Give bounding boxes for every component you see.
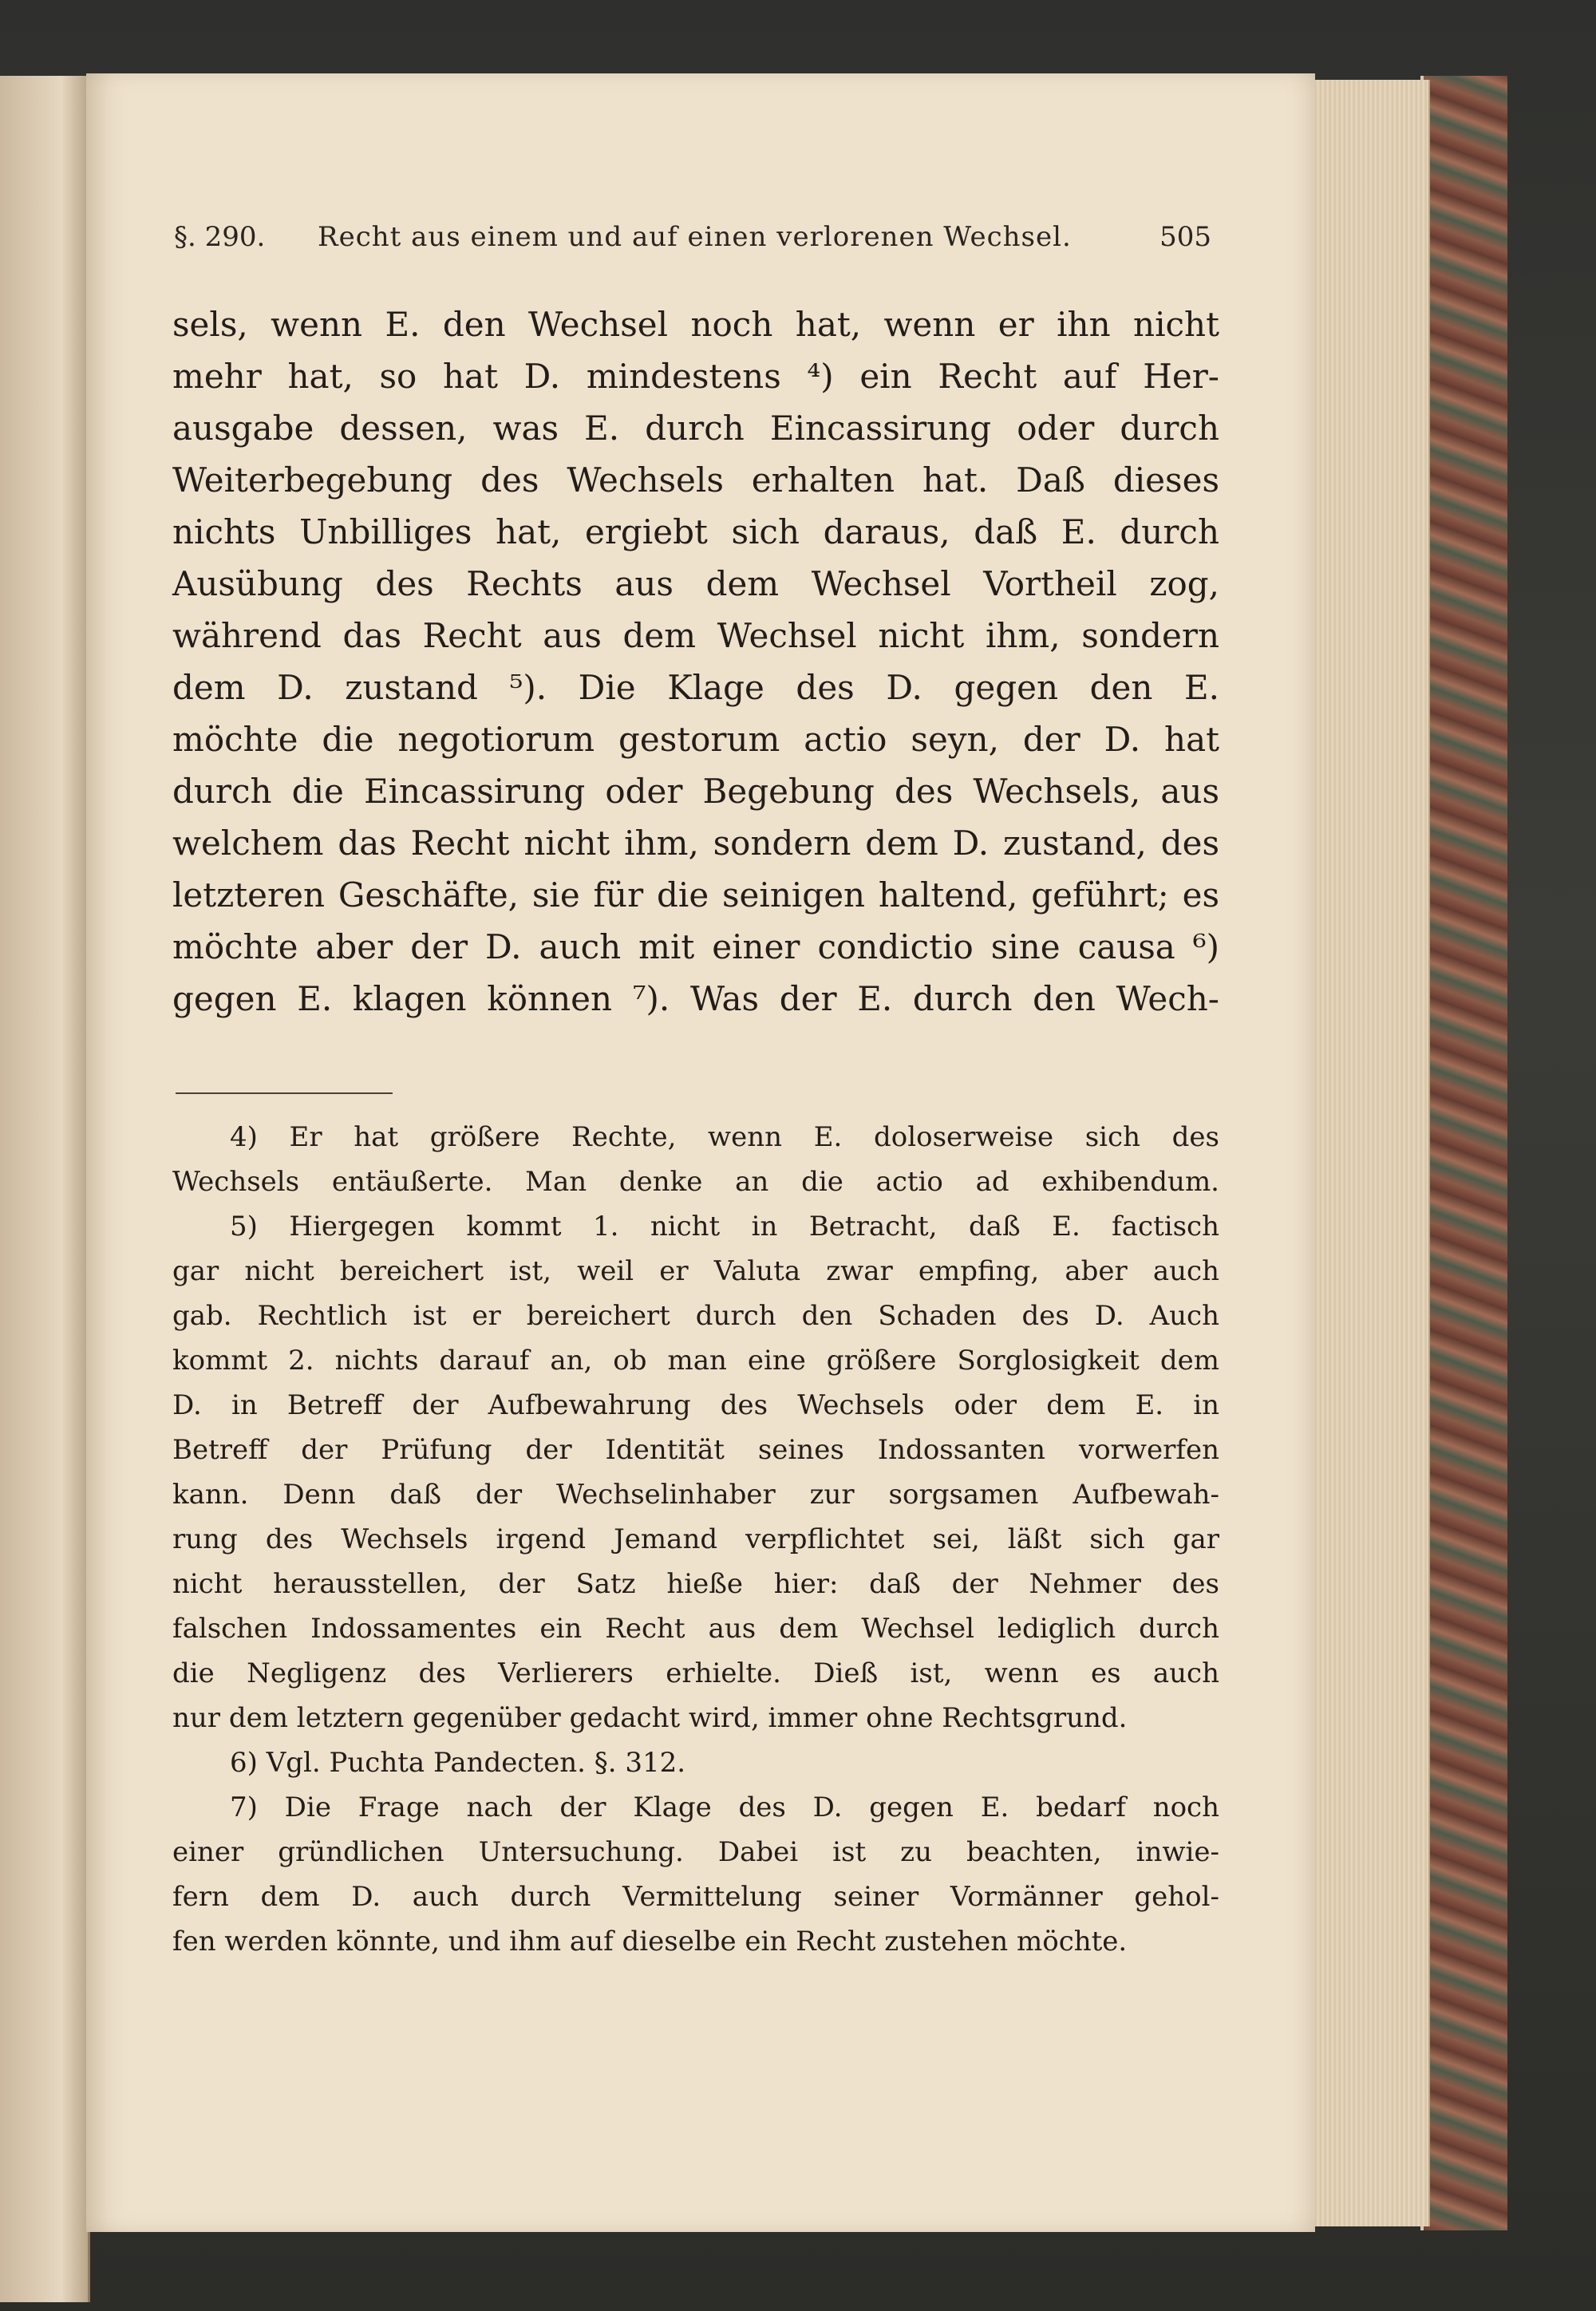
footnote-line: die Negligenz des Verlierers erhielte. Dieß ist, wenn es auch bbox=[172, 1657, 1219, 1689]
footnote-line: gar nicht bereichert ist, weil er Valuta zwar empfing, aber auch bbox=[172, 1255, 1219, 1287]
footnote-line: kommt 2. nichts darauf an, ob man eine größere Sorglosigkeit dem bbox=[172, 1345, 1219, 1377]
body-line: sels, wenn E. den Wechsel noch hat, wenn er ihn nicht bbox=[172, 305, 1219, 344]
footnote-line: nicht herausstellen, der Satz hieße hier: daß der Nehmer des bbox=[172, 1568, 1219, 1600]
page-number: 505 bbox=[1159, 221, 1211, 253]
footnote-line: 4) Er hat größere Rechte, wenn E. doloserweise sich des bbox=[230, 1121, 1219, 1153]
body-line: möchte aber der D. auch mit einer condictio sine causa ⁶) bbox=[172, 927, 1219, 966]
footnote-line: einer gründlichen Untersuchung. Dabei ist zu beachten, inwie- bbox=[172, 1836, 1219, 1868]
running-header bbox=[174, 221, 1211, 269]
body-text bbox=[172, 298, 1219, 1025]
footnote-line: 7) Die Frage nach der Klage des D. gegen E. bedarf noch bbox=[230, 1792, 1219, 1823]
marbled-cover-edge bbox=[1420, 76, 1507, 2230]
body-line: durch die Eincassirung oder Begebung des Wechsels, aus bbox=[172, 772, 1219, 811]
footnote-line: Betreff der Prüfung der Identität seines Indossanten vorwerfen bbox=[172, 1434, 1219, 1466]
book-page bbox=[86, 73, 1315, 2232]
body-line: letzteren Geschäfte, sie für die seinigen haltend, geführt; es bbox=[172, 875, 1219, 915]
page-block-edge bbox=[1309, 80, 1430, 2226]
footnote-line: 6) Vgl. Puchta Pandecten. §. 312. bbox=[230, 1747, 686, 1779]
footnote-line: rung des Wechsels irgend Jemand verpflichtet sei, läßt sich gar bbox=[172, 1523, 1219, 1555]
running-title: Recht aus einem und auf einen verlorenen Wechsel. bbox=[318, 221, 1072, 253]
footnote-divider bbox=[176, 1092, 393, 1094]
footnote-line: falschen Indossamentes ein Recht aus dem Wechsel lediglich durch bbox=[172, 1613, 1219, 1645]
footnote-line: Wechsels entäußerte. Man denke an die actio ad exhibendum. bbox=[172, 1166, 1219, 1198]
footnote-line: 5) Hiergegen kommt 1. nicht in Betracht, daß E. factisch bbox=[230, 1211, 1219, 1242]
footnote-line: fern dem D. auch durch Vermittelung seiner Vormänner gehol- bbox=[172, 1881, 1219, 1913]
body-line: möchte die negotiorum gestorum actio seyn, der D. hat bbox=[172, 720, 1219, 759]
body-line: Ausübung des Rechts aus dem Wechsel Vortheil zog, bbox=[172, 564, 1219, 603]
body-line: dem D. zustand ⁵). Die Klage des D. gegen den E. bbox=[172, 668, 1219, 707]
body-line: während das Recht aus dem Wechsel nicht ihm, sondern bbox=[172, 616, 1219, 655]
body-line: nichts Unbilliges hat, ergiebt sich daraus, daß E. durch bbox=[172, 512, 1219, 551]
footnotes bbox=[172, 1115, 1219, 1964]
section-number: §. 290. bbox=[174, 221, 266, 253]
footnote-line: D. in Betreff der Aufbewahrung des Wechsels oder dem E. in bbox=[172, 1389, 1219, 1421]
left-page-edge bbox=[0, 76, 90, 2302]
body-line: gegen E. klagen können ⁷). Was der E. durch den Wech- bbox=[172, 979, 1219, 1018]
footnote-line: kann. Denn daß der Wechselinhaber zur sorgsamen Aufbewah- bbox=[172, 1479, 1219, 1511]
footnote-line: gab. Rechtlich ist er bereichert durch den Schaden des D. Auch bbox=[172, 1300, 1219, 1332]
footnote-line: nur dem letztern gegenüber gedacht wird, immer ohne Rechtsgrund. bbox=[172, 1702, 1128, 1734]
footnote-line: fen werden könnte, und ihm auf dieselbe ein Recht zustehen möchte. bbox=[172, 1926, 1128, 1957]
body-line: mehr hat, so hat D. mindestens ⁴) ein Recht auf Her- bbox=[172, 357, 1219, 396]
body-line: Weiterbegebung des Wechsels erhalten hat. Daß dieses bbox=[172, 460, 1219, 500]
body-line: welchem das Recht nicht ihm, sondern dem D. zustand, des bbox=[172, 824, 1219, 863]
body-line: ausgabe dessen, was E. durch Eincassirung oder durch bbox=[172, 409, 1219, 448]
